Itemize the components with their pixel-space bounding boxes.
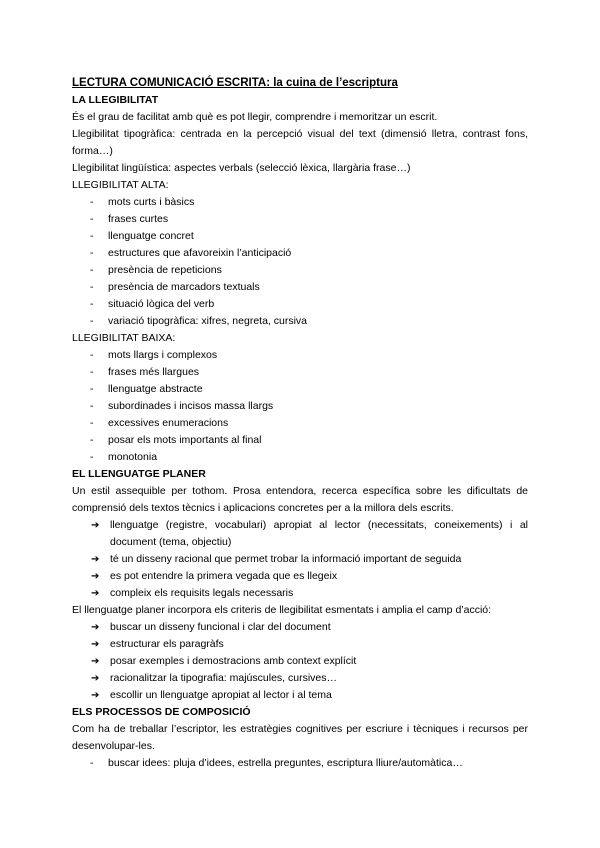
dash-marker: - [90, 230, 94, 242]
list-item: - llenguatge abstracte [72, 381, 528, 398]
list-item: - variació tipogràfica: xifres, negreta, cursiva [72, 313, 528, 330]
list-item: - mots llargs i complexos [72, 347, 528, 364]
list-item: ➔ compleix els requisits legals necessaris [72, 585, 528, 602]
dash-marker: - [90, 213, 94, 225]
dash-marker: - [90, 451, 94, 463]
section-heading-planer: EL LLENGUATGE PLANER [72, 468, 206, 480]
section-heading-processos: ELS PROCESSOS DE COMPOSICIÓ [72, 706, 251, 718]
list-item: - excessives enumeracions [72, 415, 528, 432]
planer-para-2: El llenguatge planer incorpora els criteris de llegibilitat esmentats i amplia el camp d’acció: [72, 604, 492, 616]
arrow-icon: ➔ [91, 673, 100, 684]
list-item: ➔ buscar un disseny funcional i clar del document [72, 619, 528, 636]
list-item: - posar els mots importants al final [72, 432, 528, 449]
dash-marker: - [90, 264, 94, 276]
alta-label: LLEGIBILITAT ALTA: [72, 179, 169, 191]
planer-arrow-list-1 [72, 517, 528, 602]
arrow-icon: ➔ [91, 622, 100, 633]
dash-marker: - [90, 281, 94, 293]
baixa-label: LLEGIBILITAT BAIXA: [72, 332, 176, 344]
section-heading-llegibilitat: LA LLEGIBILITAT [72, 94, 159, 106]
dash-marker: - [90, 383, 94, 395]
dash-marker: - [90, 366, 94, 378]
arrow-icon: ➔ [91, 554, 100, 565]
list-item: - subordinades i incisos massa llargs [72, 398, 528, 415]
document-title: LECTURA COMUNICACIÓ ESCRITA: la cuina de l’escriptura [72, 77, 398, 89]
alta-list [72, 194, 528, 330]
planer-arrow-list-2 [72, 619, 528, 704]
list-item: - buscar idees: pluja d’idees, estrella preguntes, escriptura lliure/automàtica… [72, 755, 528, 772]
list-item: ➔ es pot entendre la primera vegada que es llegeix [72, 568, 528, 585]
dash-marker: - [90, 757, 94, 769]
list-item: - llenguatge concret [72, 228, 528, 245]
processos-list [72, 755, 528, 772]
list-item: ➔ escollir un llenguatge apropiat al lector i al tema [72, 687, 528, 704]
arrow-icon: ➔ [91, 656, 100, 667]
arrow-icon: ➔ [91, 639, 100, 650]
dash-marker: - [90, 298, 94, 310]
list-item: ➔ llenguatge (registre, vocabulari) apropiat al lector (necessitats, coneixements) i al document (tema, objectiu) [91, 519, 528, 548]
dash-marker: - [90, 400, 94, 412]
baixa-list [72, 347, 528, 466]
list-item: - presència de marcadors textuals [72, 279, 528, 296]
dash-marker: - [90, 434, 94, 446]
arrow-icon: ➔ [91, 588, 100, 599]
list-item: ➔ racionalitzar la tipografia: majúscules, cursives… [72, 670, 528, 687]
list-item: - frases curtes [72, 211, 528, 228]
list-item: - mots curts i bàsics [72, 194, 528, 211]
list-item: - frases més llargues [72, 364, 528, 381]
arrow-icon: ➔ [91, 520, 100, 531]
arrow-icon: ➔ [91, 690, 100, 701]
tipografica-text: Llegibilitat tipogràfica: centrada en la percepció visual del text (dimensió lletra, contrast fons, forma…) [72, 128, 528, 157]
arrow-icon: ➔ [91, 571, 100, 582]
list-item: - estructures que afavoreixin l’anticipació [72, 245, 528, 262]
list-item: - monotonia [72, 449, 528, 466]
list-item: - presència de repeticions [72, 262, 528, 279]
list-item: ➔ posar exemples i demostracions amb context explícit [72, 653, 528, 670]
document-page [72, 75, 528, 772]
dash-marker: - [90, 315, 94, 327]
list-item: ➔ estructurar els paragràfs [72, 636, 528, 653]
dash-marker: - [90, 247, 94, 259]
list-item: ➔ té un disseny racional que permet trobar la informació important de seguida [72, 551, 528, 568]
planer-intro: Un estil assequible per tothom. Prosa entendora, recerca específica sobre les dificultats de comprensió dels textos tècnics i aplicacions concretes per a la millora dels escrits. [72, 485, 528, 514]
dash-marker: - [90, 196, 94, 208]
dash-marker: - [90, 349, 94, 361]
linguistica-text: Llegibilitat lingüística: aspectes verbals (selecció lèxica, llargària frase…) [72, 162, 411, 174]
definition-text: És el grau de facilitat amb què es pot llegir, comprendre i memoritzar un escrit. [72, 111, 438, 123]
processos-intro: Com ha de treballar l’escriptor, les estratègies cognitives per escriure i tècniques i recursos per desenvolupar-les. [72, 723, 528, 752]
list-item: - situació lògica del verb [72, 296, 528, 313]
dash-marker: - [90, 417, 94, 429]
